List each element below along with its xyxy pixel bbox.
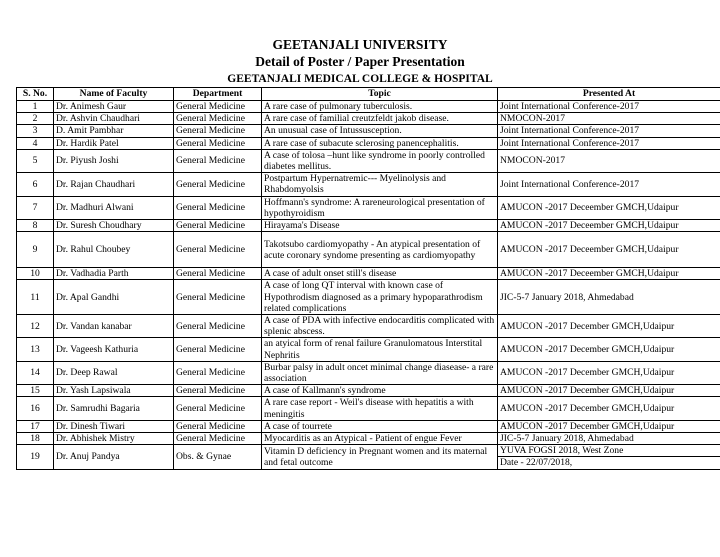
table-row (17, 220, 720, 232)
cell-name: Dr. Anuj Pandya (54, 445, 174, 469)
table-row (17, 420, 720, 432)
cell-name: Dr. Piyush Joshi (54, 149, 174, 172)
cell-presented-at: JIC-5-7 January 2018, Ahmedabad (498, 280, 720, 315)
cell-name: Dr. Ashvin Chaudhari (54, 113, 174, 125)
cell-name: Dr. Apal Gandhi (54, 280, 174, 315)
cell-presented-at: YUVA FOGSI 2018, West Zone (498, 445, 720, 457)
cell-department: General Medicine (174, 232, 262, 268)
cell-name: Dr. Vageesh Kathuria (54, 338, 174, 361)
cell-topic: A case of long QT interval with known case of Hypothrodism diagnosed as a primary hypoparathrodism related complications (262, 280, 498, 315)
table-row (17, 113, 720, 125)
cell-department: General Medicine (174, 125, 262, 137)
cell-sno: 7 (17, 196, 54, 219)
table-header-row (17, 88, 720, 101)
cell-topic: A rare case of pulmonary tuberculosis. (262, 101, 498, 113)
cell-name: Dr. Abhishek Mistry (54, 433, 174, 445)
cell-topic: A case of tolosa –hunt like syndrome in poorly controlled diabetes mellitus. (262, 149, 498, 172)
table-row (17, 385, 720, 397)
cell-department: General Medicine (174, 315, 262, 338)
cell-department: General Medicine (174, 196, 262, 219)
table-row (17, 125, 720, 137)
cell-name: Dr. Vadhadia Parth (54, 268, 174, 280)
table-row (17, 445, 720, 457)
document-header (0, 36, 720, 88)
cell-name: Dr. Hardik Patel (54, 137, 174, 149)
cell-topic: A rare case report - Weil's disease with hepatitis a with meningitis (262, 397, 498, 420)
cell-presented-at: Joint International Conference-2017 (498, 125, 720, 137)
table-row (17, 361, 720, 384)
cell-topic: A rare case of familial creutzfeldt jakob disease. (262, 113, 498, 125)
cell-topic: Myocarditis as an Atypical - Patient of engue Fever (262, 433, 498, 445)
cell-sno: 13 (17, 338, 54, 361)
cell-department: Obs. & Gynae (174, 445, 262, 469)
cell-sno: 10 (17, 268, 54, 280)
table-row (17, 232, 720, 268)
college-title: GEETANJALI MEDICAL COLLEGE & HOSPITAL (227, 73, 493, 85)
document-subtitle: Detail of Poster / Paper Presentation (255, 54, 465, 69)
cell-sno: 16 (17, 397, 54, 420)
cell-department: General Medicine (174, 385, 262, 397)
cell-department: General Medicine (174, 433, 262, 445)
column-header-department: Department (174, 88, 262, 101)
cell-department: General Medicine (174, 137, 262, 149)
cell-name: Dr. Deep Rawal (54, 361, 174, 384)
cell-presented-at: AMUCON -2017 December GMCH,Udaipur (498, 397, 720, 420)
cell-sno: 11 (17, 280, 54, 315)
cell-department: General Medicine (174, 149, 262, 172)
cell-name: Dr. Animesh Gaur (54, 101, 174, 113)
cell-topic: Postpartum Hypernatremic--- Myelinolysis and Rhabdomyolsis (262, 173, 498, 196)
cell-department: General Medicine (174, 280, 262, 315)
cell-department: General Medicine (174, 173, 262, 196)
presentation-table (16, 87, 720, 470)
cell-name: D. Amit Pambhar (54, 125, 174, 137)
cell-presented-date: Date - 22/07/2018, (498, 457, 720, 469)
cell-presented-at: AMUCON -2017 Deceember GMCH,Udaipur (498, 268, 720, 280)
cell-name: Dr. Suresh Choudhary (54, 220, 174, 232)
cell-presented-at: AMUCON -2017 Deceember GMCH,Udaipur (498, 220, 720, 232)
cell-topic: A case of tourrete (262, 420, 498, 432)
cell-presented-at: NMOCON-2017 (498, 149, 720, 172)
cell-presented-at: Joint International Conference-2017 (498, 101, 720, 113)
table-row (17, 101, 720, 113)
cell-sno: 15 (17, 385, 54, 397)
university-title: GEETANJALI UNIVERSITY (272, 37, 448, 52)
cell-sno: 2 (17, 113, 54, 125)
cell-topic: An unusual case of Intussusception. (262, 125, 498, 137)
table-row (17, 137, 720, 149)
column-header-topic: Topic (262, 88, 498, 101)
cell-presented-at: AMUCON -2017 Deceember GMCH,Udaipur (498, 232, 720, 268)
cell-name: Dr. Vandan kanabar (54, 315, 174, 338)
cell-sno: 17 (17, 420, 54, 432)
cell-presented-at: AMUCON -2017 December GMCH,Udaipur (498, 338, 720, 361)
cell-sno: 1 (17, 101, 54, 113)
cell-topic: A case of PDA with infective endocarditis complicated with splenic abscess. (262, 315, 498, 338)
table-row (17, 433, 720, 445)
cell-name: Dr. Rahul Choubey (54, 232, 174, 268)
cell-name: Dr. Rajan Chaudhari (54, 173, 174, 196)
cell-presented-at: NMOCON-2017 (498, 113, 720, 125)
table-row (17, 280, 720, 315)
table-row (17, 196, 720, 219)
cell-topic: A rare case of subacute sclerosing panencephalitis. (262, 137, 498, 149)
cell-department: General Medicine (174, 361, 262, 384)
cell-topic: an atyical form of renal failure Granulomatous Interstital Nephritis (262, 338, 498, 361)
cell-name: Dr. Samrudhi Bagaria (54, 397, 174, 420)
cell-topic: Takotsubo cardiomyopathy - An atypical presentation of acute coronary syndome presenting as cardiomyopathy (262, 232, 498, 268)
cell-department: General Medicine (174, 268, 262, 280)
column-header-presented-at: Presented At (498, 88, 720, 101)
cell-sno: 4 (17, 137, 54, 149)
table-row (17, 173, 720, 196)
cell-presented-at: AMUCON -2017 December GMCH,Udaipur (498, 315, 720, 338)
column-header-name: Name of Faculty (54, 88, 174, 101)
table-row (17, 315, 720, 338)
cell-sno: 18 (17, 433, 54, 445)
table-row (17, 268, 720, 280)
cell-department: General Medicine (174, 220, 262, 232)
cell-name: Dr. Madhuri Alwani (54, 196, 174, 219)
cell-topic: A case of adult onset still's disease (262, 268, 498, 280)
cell-presented-at: Joint International Conference-2017 (498, 173, 720, 196)
cell-sno: 8 (17, 220, 54, 232)
table-row (17, 338, 720, 361)
cell-presented-at: AMUCON -2017 Deceember GMCH,Udaipur (498, 196, 720, 219)
cell-department: General Medicine (174, 113, 262, 125)
cell-topic: Burbar palsy in adult oncet minimal change diasease- a rare association (262, 361, 498, 384)
table-row (17, 149, 720, 172)
cell-department: General Medicine (174, 397, 262, 420)
cell-presented-at: JIC-5-7 January 2018, Ahmedabad (498, 433, 720, 445)
cell-department: General Medicine (174, 101, 262, 113)
cell-sno: 6 (17, 173, 54, 196)
column-header-sno: S. No. (17, 88, 54, 101)
cell-sno: 19 (17, 445, 54, 469)
cell-topic: Hoffmann's syndrome: A rareneurological presentation of hypothyroidism (262, 196, 498, 219)
cell-name: Dr. Yash Lapsiwala (54, 385, 174, 397)
cell-presented-at: AMUCON -2017 December GMCH,Udaipur (498, 385, 720, 397)
cell-department: General Medicine (174, 420, 262, 432)
cell-topic: Hirayama's Disease (262, 220, 498, 232)
cell-sno: 12 (17, 315, 54, 338)
cell-name: Dr. Dinesh Tiwari (54, 420, 174, 432)
cell-presented-at: AMUCON -2017 December GMCH,Udaipur (498, 420, 720, 432)
cell-presented-at: AMUCON -2017 December GMCH,Udaipur (498, 361, 720, 384)
cell-sno: 9 (17, 232, 54, 268)
table-row (17, 397, 720, 420)
cell-presented-at: Joint International Conference-2017 (498, 137, 720, 149)
cell-sno: 3 (17, 125, 54, 137)
cell-department: General Medicine (174, 338, 262, 361)
cell-topic: A case of Kallmann's syndrome (262, 385, 498, 397)
cell-sno: 14 (17, 361, 54, 384)
cell-topic: Vitamin D deficiency in Pregnant women and its maternal and fetal outcome (262, 445, 498, 469)
cell-sno: 5 (17, 149, 54, 172)
